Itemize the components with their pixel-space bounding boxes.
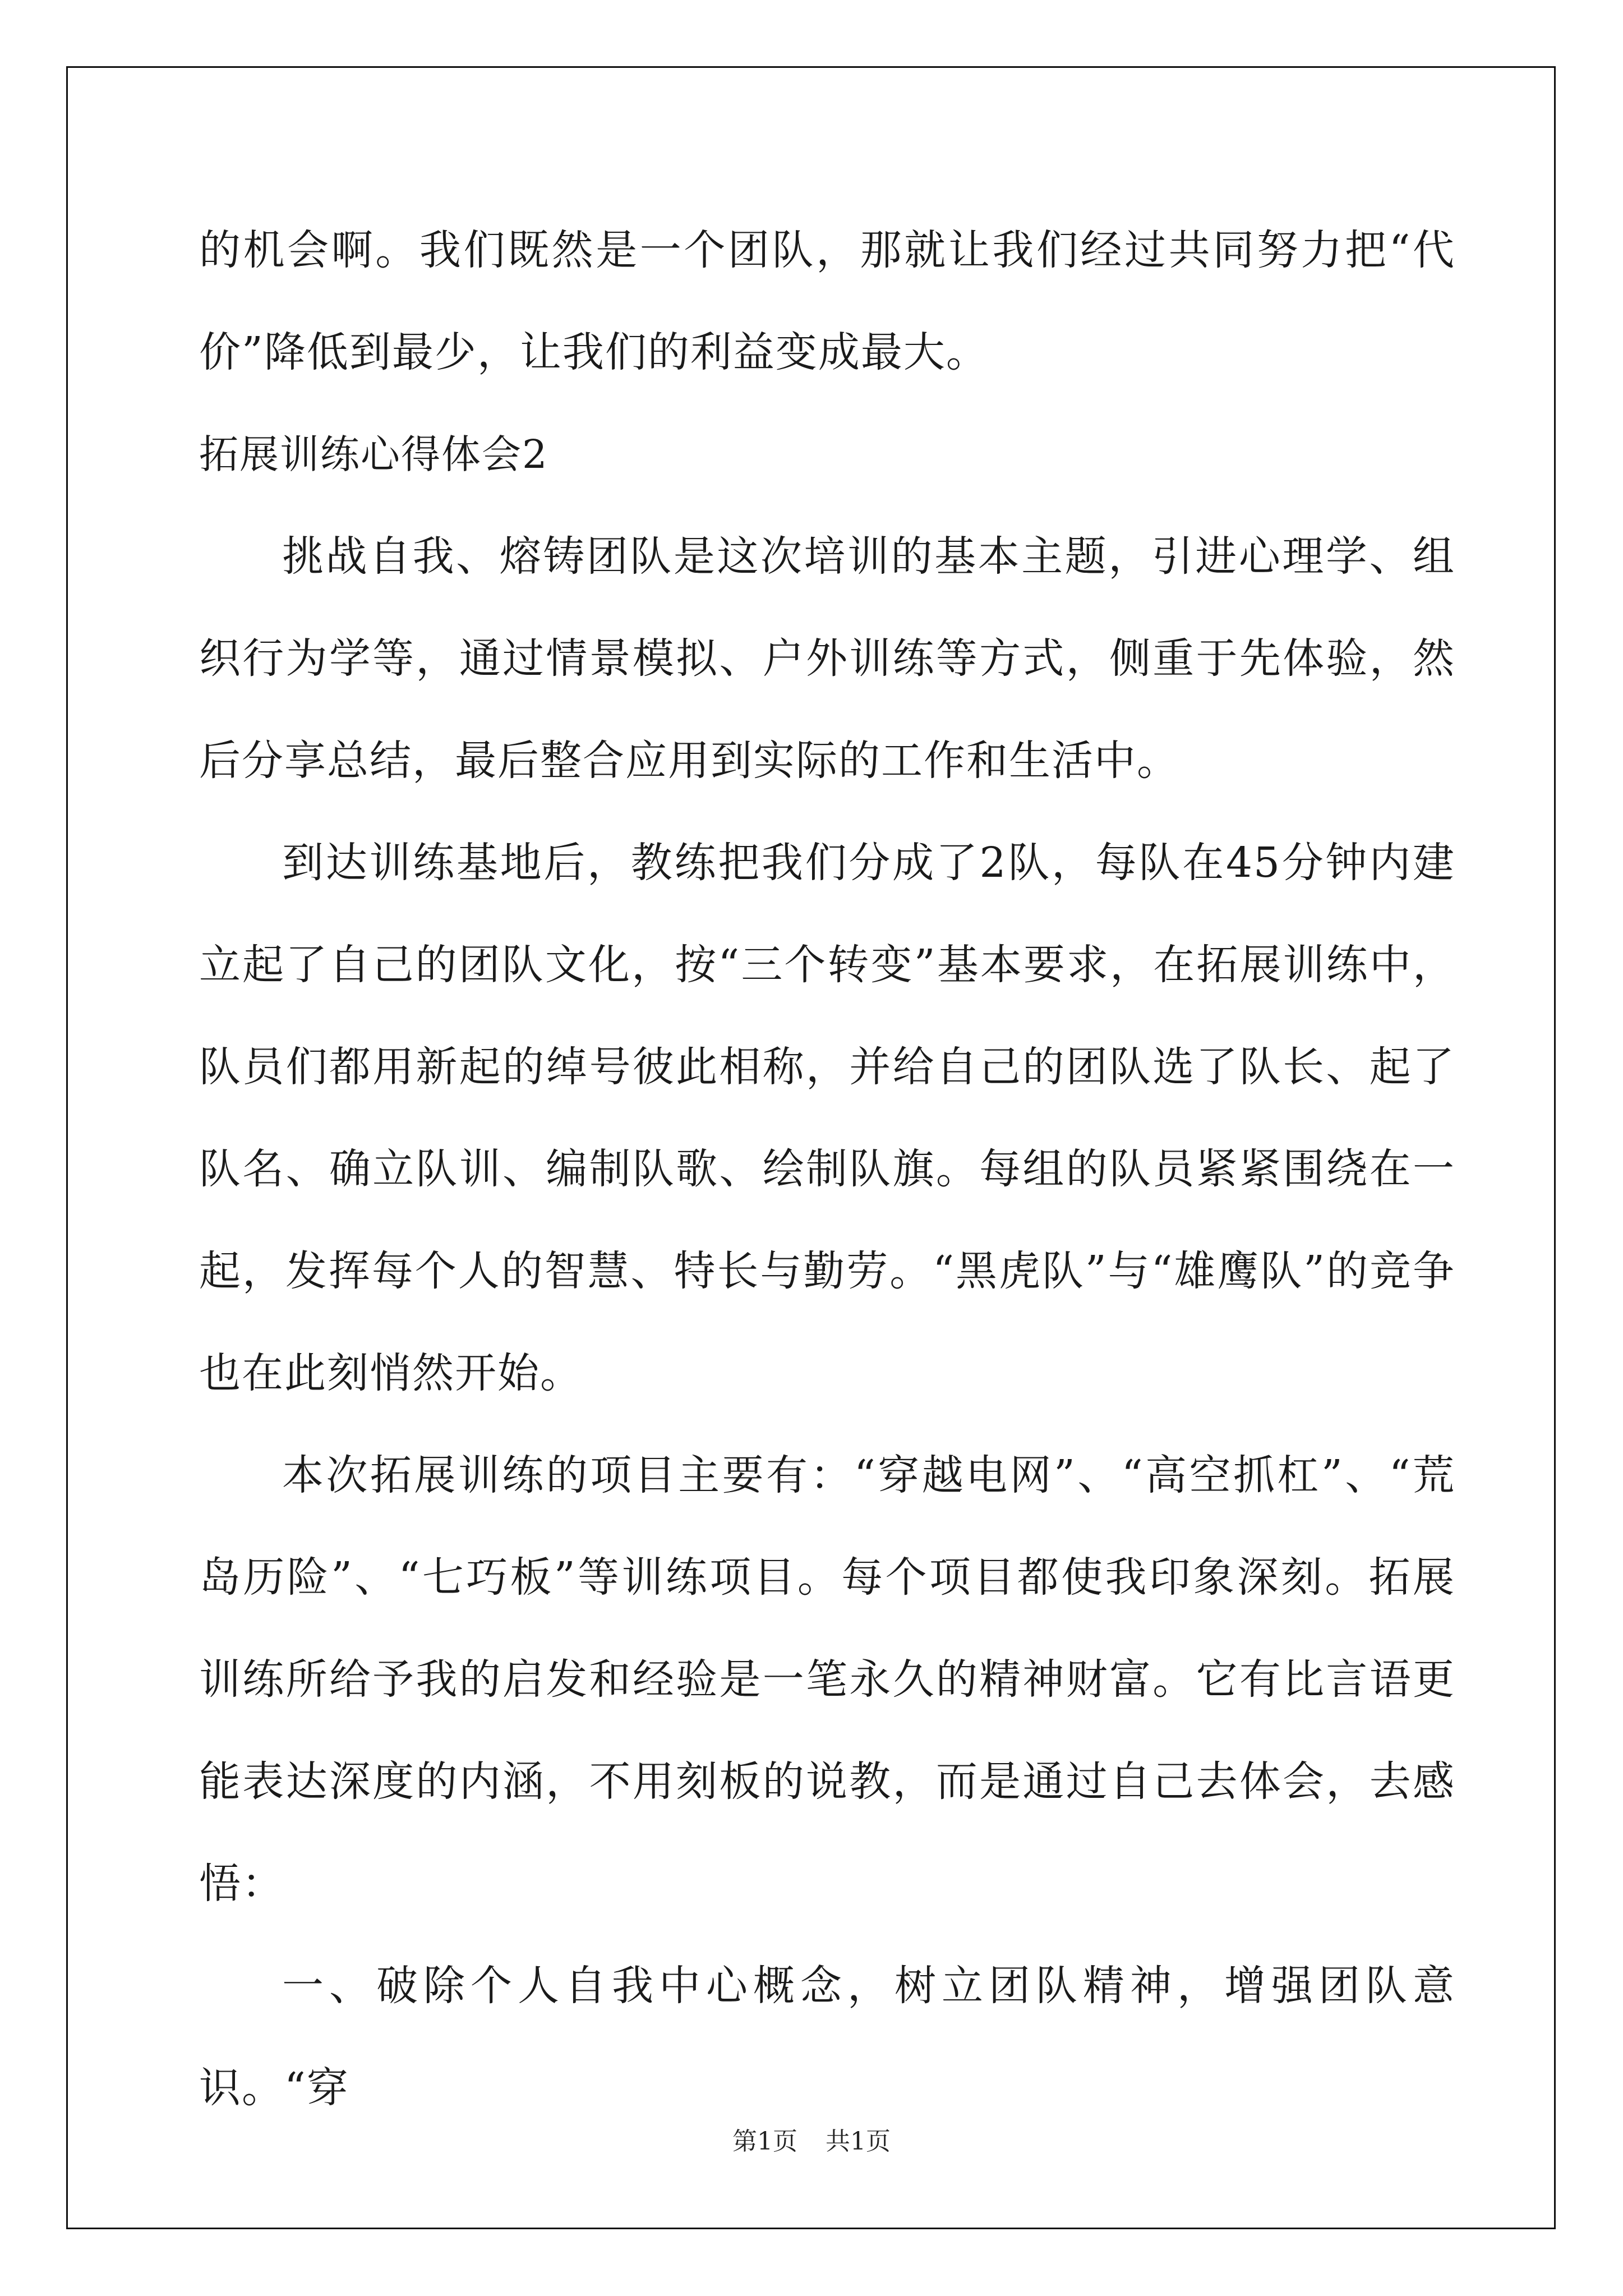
paragraph: 挑战自我、熔铸团队是这次培训的基本主题，引进心理学、组织行为学等，通过情景模拟、户外训练等方式，侧重于先体验，然后分享总结，最后整合应用到实际的工作和生活中。 — [199, 532, 1455, 785]
document-body — [199, 199, 1455, 2139]
page-total: 共1页 — [826, 2127, 891, 2156]
paragraph: 的机会啊。我们既然是一个团队，那就让我们经过共同努力把“代价”降低到最少，让我们的利益变成最大。 — [199, 226, 1455, 376]
page-number: 第1页 — [732, 2127, 797, 2156]
paragraph: 到达训练基地后，教练把我们分成了2队，每队在45分钟内建立起了自己的团队文化，按“三个转变”基本要求，在拓展训练中，队员们都用新起的绰号彼此相称，并给自己的团队选了队长、起了队名、确立队训、编制队歌、绘制队旗。每组的队员紧紧围绕在一起，发挥每个人的智慧、特长与勤劳。“黑虎队”与“雄鹰队”的竞争也在此刻悄然开始。 — [199, 839, 1455, 1397]
paragraph: 一、破除个人自我中心概念，树立团队精神，增强团队意识。“穿 — [199, 1962, 1455, 2112]
paragraph: 本次拓展训练的项目主要有：“穿越电网”、“高空抓杠”、“荒岛历险”、“七巧板”等训练项目。每个项目都使我印象深刻。拓展训练所给予我的启发和经验是一笔永久的精神财富。它有比言语更能表达深度的内涵，不用刻板的说教，而是通过自己去体会，去感悟： — [199, 1451, 1455, 1908]
page-footer — [0, 2125, 1623, 2159]
section-heading: 拓展训练心得体会2 — [199, 431, 548, 477]
